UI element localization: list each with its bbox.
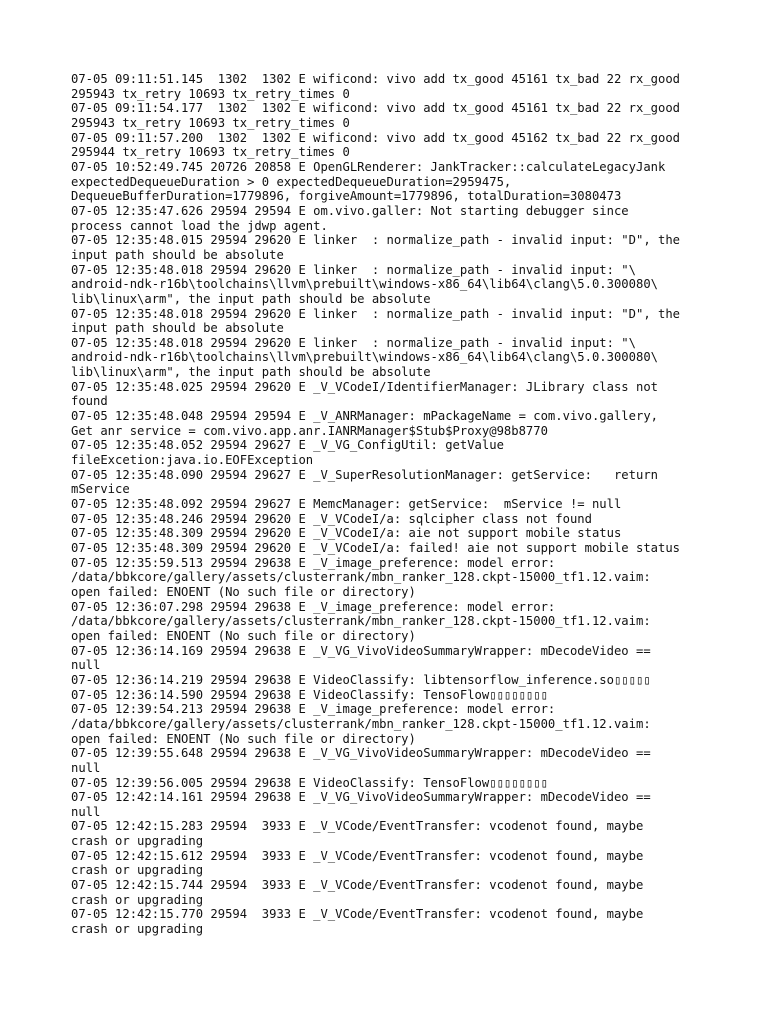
log-line: 07-05 12:36:07.298 29594 29638 E _V_image_preference: model error: bbox=[71, 599, 556, 614]
log-line: 07-05 12:42:14.161 29594 29638 E _V_VG_VivoVideoSummaryWrapper: mDecodeVideo == bbox=[71, 790, 651, 805]
log-line: 07-05 12:39:54.213 29594 29638 E _V_image_preference: model error: bbox=[71, 702, 556, 717]
log-line: android-ndk-r16b\toolchains\llvm\prebuilt\windows-x86_64\lib64\clang\5.0.300080\ bbox=[71, 277, 658, 292]
log-line: 07-05 09:11:51.145 1302 1302 E wificond: vivo add tx_good 45161 tx_bad 22 rx_good bbox=[71, 72, 681, 86]
log-line: 07-05 12:39:55.648 29594 29638 E _V_VG_VivoVideoSummaryWrapper: mDecodeVideo == bbox=[71, 746, 651, 761]
log-line: 07-05 12:35:48.015 29594 29620 E linker : normalize_path - invalid input: "D", the bbox=[71, 233, 681, 248]
log-line: crash or upgrading bbox=[71, 892, 204, 907]
log-line: 295944 tx_retry 10693 tx_retry_times 0 bbox=[71, 145, 350, 160]
log-line: /data/bbkcore/gallery/assets/clusterrank/mbn_ranker_128.ckpt-15000_tf1.12.vaim: bbox=[71, 716, 651, 731]
log-line: 07-05 12:35:48.090 29594 29627 E _V_SuperResolutionManager: getService: return bbox=[71, 467, 658, 482]
log-line: crash or upgrading bbox=[71, 834, 204, 849]
log-line: 295943 tx_retry 10693 tx_retry_times 0 bbox=[71, 115, 350, 130]
log-line: 07-05 09:11:54.177 1302 1302 E wificond: vivo add tx_good 45161 tx_bad 22 rx_good bbox=[71, 101, 681, 116]
log-line: 07-05 12:35:48.309 29594 29620 E _V_VCodeI/a: failed! aie not support mobile status bbox=[71, 541, 681, 555]
log-line: /data/bbkcore/gallery/assets/clusterrank/mbn_ranker_128.ckpt-15000_tf1.12.vaim: bbox=[71, 614, 651, 629]
log-line: process cannot load the jdwp agent. bbox=[71, 218, 328, 233]
log-line: input path should be absolute bbox=[71, 247, 284, 262]
log-line: crash or upgrading bbox=[71, 863, 204, 878]
log-line: lib\linux\arm", the input path should be absolute bbox=[71, 365, 431, 380]
log-line: 07-05 12:35:48.092 29594 29627 E MemcManager: getService: mService != null bbox=[71, 497, 622, 512]
log-line: input path should be absolute bbox=[71, 321, 284, 336]
log-line: open failed: ENOENT (No such file or directory) bbox=[71, 731, 416, 746]
log-line: 07-05 12:36:14.219 29594 29638 E VideoClassify: libtensorflow_inference.so▯▯▯▯▯ bbox=[71, 672, 651, 687]
log-line: 07-05 12:35:48.246 29594 29620 E _V_VCodeI/a: sqlcipher class not found bbox=[71, 511, 592, 526]
log-line: open failed: ENOENT (No such file or directory) bbox=[71, 584, 416, 599]
log-line: android-ndk-r16b\toolchains\llvm\prebuilt\windows-x86_64\lib64\clang\5.0.300080\ bbox=[71, 350, 658, 365]
log-line: 07-05 12:35:48.025 29594 29620 E _V_VCodeI/IdentifierManager: JLibrary class not bbox=[71, 379, 658, 394]
document-page bbox=[71, 72, 731, 937]
log-line: open failed: ENOENT (No such file or directory) bbox=[71, 628, 416, 643]
log-line: 07-05 12:42:15.744 29594 3933 E _V_VCode/EventTransfer: vcodenot found, maybe bbox=[71, 878, 644, 893]
log-line: crash or upgrading bbox=[71, 922, 204, 937]
log-line: 07-05 12:36:14.590 29594 29638 E VideoClassify: TensoFlow▯▯▯▯▯▯▯▯ bbox=[71, 687, 548, 702]
log-line: 07-05 12:35:48.018 29594 29620 E linker : normalize_path - invalid input: "\ bbox=[71, 335, 636, 350]
log-line: 07-05 12:35:48.048 29594 29594 E _V_ANRManager: mPackageName = com.vivo.gallery, bbox=[71, 409, 658, 424]
log-line: Get anr service = com.vivo.app.anr.IANRManager$Stub$Proxy@98b8770 bbox=[71, 423, 548, 438]
log-line: 07-05 12:35:59.513 29594 29638 E _V_image_preference: model error: bbox=[71, 555, 556, 570]
log-line: 07-05 12:35:48.018 29594 29620 E linker : normalize_path - invalid input: "\ bbox=[71, 262, 636, 277]
log-line: 07-05 12:36:14.169 29594 29638 E _V_VG_VivoVideoSummaryWrapper: mDecodeVideo == bbox=[71, 643, 651, 658]
log-line: found bbox=[71, 394, 108, 409]
log-line: 295943 tx_retry 10693 tx_retry_times 0 bbox=[71, 86, 350, 101]
log-line: expectedDequeueDuration > 0 expectedDequeueDuration=2959475, bbox=[71, 174, 512, 189]
log-line: 07-05 09:11:57.200 1302 1302 E wificond: vivo add tx_good 45162 tx_bad 22 rx_good bbox=[71, 130, 681, 145]
log-line: /data/bbkcore/gallery/assets/clusterrank/mbn_ranker_128.ckpt-15000_tf1.12.vaim: bbox=[71, 570, 651, 585]
log-text bbox=[71, 72, 731, 937]
log-line: 07-05 12:35:48.052 29594 29627 E _V_VG_ConfigUtil: getValue bbox=[71, 438, 504, 453]
log-line: fileExcetion:java.io.EOFException bbox=[71, 453, 314, 468]
log-line: lib\linux\arm", the input path should be absolute bbox=[71, 291, 431, 306]
log-line: null bbox=[71, 658, 101, 673]
log-line: DequeueBufferDuration=1779896, forgiveAmount=1779896, totalDuration=3080473 bbox=[71, 189, 622, 204]
log-line: 07-05 12:42:15.283 29594 3933 E _V_VCode/EventTransfer: vcodenot found, maybe bbox=[71, 819, 644, 834]
log-line: 07-05 12:42:15.770 29594 3933 E _V_VCode/EventTransfer: vcodenot found, maybe bbox=[71, 907, 644, 922]
log-line: 07-05 12:35:48.018 29594 29620 E linker : normalize_path - invalid input: "D", the bbox=[71, 306, 681, 321]
log-line: mService bbox=[71, 482, 130, 497]
log-line: 07-05 12:39:56.005 29594 29638 E VideoClassify: TensoFlow▯▯▯▯▯▯▯▯ bbox=[71, 775, 548, 790]
log-line: 07-05 12:35:47.626 29594 29594 E om.vivo.galler: Not starting debugger since bbox=[71, 203, 629, 218]
log-line: null bbox=[71, 760, 101, 775]
log-line: 07-05 12:35:48.309 29594 29620 E _V_VCodeI/a: aie not support mobile status bbox=[71, 526, 622, 541]
log-line: 07-05 10:52:49.745 20726 20858 E OpenGLRenderer: JankTracker::calculateLegacyJank bbox=[71, 159, 666, 174]
log-line: null bbox=[71, 804, 101, 819]
log-line: 07-05 12:42:15.612 29594 3933 E _V_VCode/EventTransfer: vcodenot found, maybe bbox=[71, 848, 644, 863]
